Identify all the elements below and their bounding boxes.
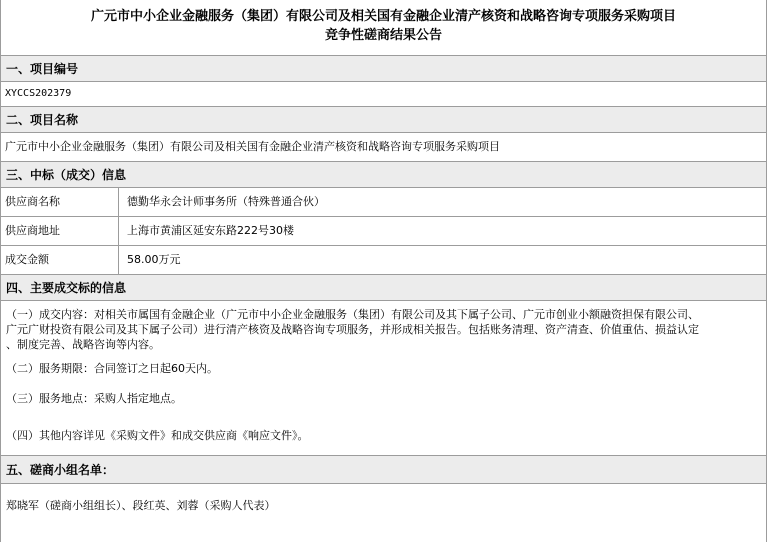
- content-line-1: （一）成交内容：对相关市属国有金融企业（广元市中小企业金融服务（集团）有限公司及其下属子公司、广元市创业小额融资担保有限公司、: [6, 308, 699, 321]
- section-award-heading: 三、中标（成交）信息: [1, 162, 766, 188]
- main-info-content-paragraph: [1, 301, 766, 352]
- panel-members-value: 郑晓军（磋商小组组长）、段红英、刘蓉（采购人代表）: [6, 499, 276, 512]
- project-name-value: 广元市中小企业金融服务（集团）有限公司及相关国有金融企业清产核资和战略咨询专项服务采购项目: [1, 133, 766, 162]
- content-line-2: 广元广财投资有限公司及其下属子公司）进行清产核资及战略咨询专项服务，并形成相关报告。包括账务清理、资产清查、价值重估、损益认定: [6, 323, 699, 336]
- other-info-paragraph: （四）其他内容详见《采购文件》和成交供应商《响应文件》。: [6, 429, 309, 442]
- section-main-info-heading: 四、主要成交标的信息: [1, 275, 766, 301]
- amount-label: 成交金额: [1, 246, 119, 274]
- content-line-3: 、制度完善、战略咨询等内容。: [6, 338, 160, 351]
- announcement-title: [1, 0, 766, 56]
- section-panel-heading: 五、磋商小组名单：: [1, 456, 766, 484]
- title-line-1: 广元市中小企业金融服务（集团）有限公司及相关国有金融企业清产核资和战略咨询专项服务采购项目: [90, 9, 676, 24]
- award-row-supplier-address: [1, 217, 766, 246]
- title-line-2: 竞争性磋商结果公告: [324, 28, 442, 43]
- main-info-block: [1, 301, 766, 456]
- section-project-name-heading: 二、项目名称: [1, 107, 766, 133]
- project-number-value: XYCCS202379: [1, 82, 766, 107]
- award-row-supplier-name: [1, 188, 766, 217]
- service-period-paragraph: （二）服务期限：合同签订之日起60天内。: [6, 362, 218, 375]
- award-row-amount: [1, 246, 766, 275]
- supplier-address-label: 供应商地址: [1, 217, 119, 245]
- section-project-number-heading: 一、项目编号: [1, 56, 766, 82]
- amount-value: 58.00万元: [127, 253, 181, 266]
- supplier-address-value: 上海市黄浦区延安东路222号30楼: [127, 224, 294, 237]
- supplier-name-value: 德勤华永会计师事务所（特殊普通合伙）: [127, 195, 325, 208]
- service-location-paragraph: （三）服务地点：采购人指定地点。: [6, 392, 182, 405]
- supplier-name-label: 供应商名称: [1, 188, 119, 216]
